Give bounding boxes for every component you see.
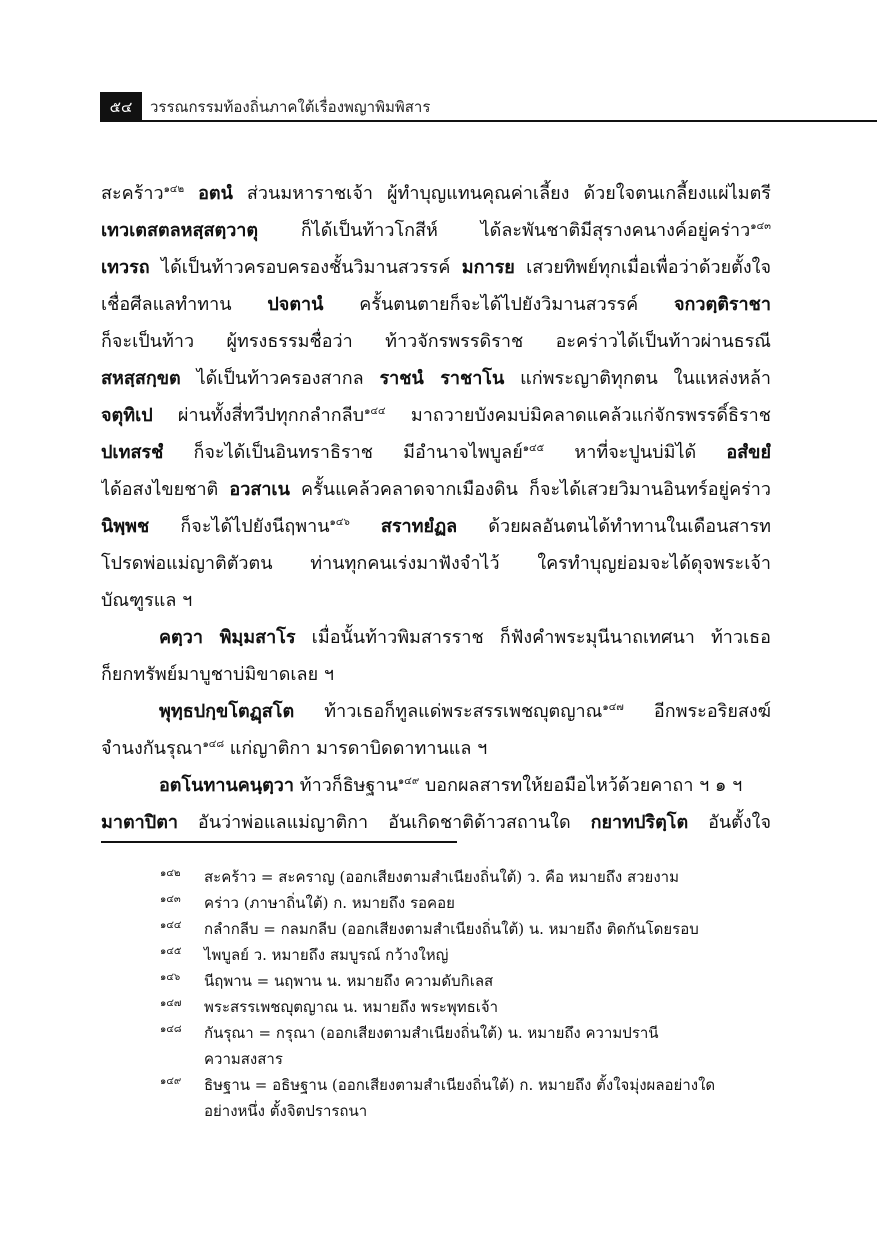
body-line-18 <box>101 804 771 841</box>
footnote-text: ไพบูลย์ ว. หมายถึง สมบูรณ์ กว้างใหญ่ <box>204 946 449 964</box>
footnote-marker: ๑๔๖ <box>160 972 181 983</box>
footnote-ref[interactable]: ๑๔๒ <box>163 184 185 195</box>
page-number: ๕๔ <box>100 92 142 122</box>
footnote-text: พระสรรเพชญุตญาณ น. หมายถึง พระพุทธเจ้า <box>204 998 499 1016</box>
body-line-15 <box>101 693 771 730</box>
pali-term: มาตาปิตา <box>101 812 178 833</box>
pali-term: นิพฺพช <box>101 516 150 537</box>
text-segment: ครั้นแคล้วคลาดจากเมืองดิน ก็จะได้เสวยวิมานอินทร์อยู่คร่าว <box>289 479 771 500</box>
body-line-14 <box>101 656 771 693</box>
text-segment: บัณฑูรแล ฯ <box>101 590 193 611</box>
body-line-7 <box>101 397 771 434</box>
footnote-marker: ๑๔๓ <box>160 894 181 905</box>
footnote-marker: ๑๔๘ <box>160 1024 182 1035</box>
footnote-text: กลำกลีบ = กลมกลีบ (ออกเสียงตามสำเนียงถิ่นใต้) น. หมายถึง ติดกันโดยรอบ <box>204 920 699 938</box>
pali-term: เทวเตสตลหสฺสตฺวาตุ <box>101 220 259 241</box>
pali-term: จกวตฺติราชา <box>673 294 771 315</box>
footnote-ref[interactable]: ๑๔๓ <box>750 221 771 232</box>
text-segment: ครั้นตนตายก็จะได้ไปยังวิมานสวรรค์ <box>323 294 674 315</box>
text-segment <box>184 183 198 204</box>
footnote-text: คร่าว (ภาษาถิ่นใต้) ก. หมายถึง รอคอย <box>204 894 455 912</box>
footnote-ref[interactable]: ๑๔๖ <box>329 517 350 528</box>
body-line-11 <box>101 545 771 582</box>
pali-term: กยาทปริตฺโต <box>590 812 689 833</box>
body-line-1 <box>101 175 771 212</box>
pali-term: เทวรถ <box>101 257 150 278</box>
footnote <box>160 942 770 968</box>
text-segment: ท้าวเธอก็ทูลแด่พระสรรเพชญุตญาณ <box>294 701 603 722</box>
text-segment: ก็จะได้ไปยังนีฤพาน <box>149 516 330 537</box>
body-line-2 <box>101 212 771 249</box>
text-segment: ได้เป็นท้าวครอบครองชั้นวิมานสวรรค์ <box>149 257 462 278</box>
footnote-ref[interactable]: ๑๔๙ <box>397 776 420 787</box>
text-segment: ได้อสงไขยชาติ <box>101 479 230 500</box>
footnote-ref[interactable]: ๑๔๕ <box>522 443 545 454</box>
running-title: วรรณกรรมท้องถิ่นภาคใต้เรื่องพญาพิมพิสาร <box>150 98 431 116</box>
pali-term: ปเทสรชํ <box>101 442 164 463</box>
footnote-marker: ๑๔๕ <box>160 946 182 957</box>
footnote-text-cont: ความสงสาร <box>204 1050 283 1068</box>
text-segment: โปรดพ่อแม่ญาติตัวตน ท่านทุกคนเร่งมาฟังจำไว้ ใครทำบุญย่อมจะได้ดุจพระเจ้า <box>101 553 771 574</box>
body-line-17 <box>101 767 771 804</box>
footnote-text: กันรุณา = กรุณา (ออกเสียงตามสำเนียงถิ่นใต้) น. หมายถึง ความปรานี <box>204 1024 659 1042</box>
text-segment: อันตั้งใจ <box>688 812 771 833</box>
text-segment: สะคร้าว <box>101 183 164 204</box>
footnote-marker: ๑๔๙ <box>160 1076 182 1087</box>
text-segment: แก่พระญาติทุกตน ในแหล่งหล้า <box>504 368 771 389</box>
text-segment: มาถวายบังคมบ่มิคลาดแคล้วแก่จักรพรรดิ์ธิราช <box>385 405 771 426</box>
pali-term: ราชนํ ราชาโน <box>379 368 505 389</box>
text-segment: ผ่านทั้งสี่ทวีปทุกกลำกลีบ <box>152 405 365 426</box>
text-segment: ก็จะเป็นท้าว ผู้ทรงธรรมชื่อว่า ท้าวจักรพรรดิราช อะคร่าวได้เป็นท้าวผ่านธรณี <box>101 331 771 352</box>
pali-term: อสํขยํ <box>726 442 771 463</box>
footnotes <box>160 864 770 1124</box>
text-segment: หาที่จะปูนบ่มิได้ <box>544 442 727 463</box>
text-segment: เมื่อนั้นท้าวพิมสารราช ก็ฟังคำพระมุนีนาถเทศนา ท้าวเธอ <box>295 627 771 648</box>
footnote-ref[interactable]: ๑๔๘ <box>202 739 225 750</box>
pali-term: จตุทิเป <box>101 405 153 426</box>
pali-term: สราทยํฏล <box>380 516 458 537</box>
text-segment: ส่วนมหาราชเจ้า ผู้ทำบุญแทนคุณค่าเลี้ยง ด้วยใจตนเกลี้ยงแผ่ไมตรี <box>232 183 771 204</box>
pali-term: อวสาเน <box>229 479 290 500</box>
footnote-text-cont: อย่างหนึ่ง ตั้งจิตปรารถนา <box>204 1102 368 1120</box>
footnote-ref[interactable]: ๑๔๔ <box>364 406 386 417</box>
body-line-6 <box>101 360 771 397</box>
text-segment: อีกพระอริยสงฆ์ <box>623 701 771 722</box>
text-segment: ได้เป็นท้าวครองสากล <box>180 368 380 389</box>
footnote-ref[interactable]: ๑๔๗ <box>602 702 624 713</box>
text-segment: แก่ญาติกา มารดาบิดดาทานแล ฯ <box>224 738 488 759</box>
pali-term: ปจตานํ <box>267 294 324 315</box>
footnote <box>160 916 770 942</box>
body-line-9 <box>101 471 771 508</box>
pali-term: มการย <box>461 257 515 278</box>
pali-term: พุทฺธปกฺขโตฏฺสโต <box>159 701 295 722</box>
pali-term: อตนํ <box>198 183 233 204</box>
footnote <box>160 968 770 994</box>
text-segment: เชื่อศีลแลทำทาน <box>101 294 268 315</box>
text-segment: ก็จะได้เป็นอินทราธิราช มีอำนาจไพบูลย์ <box>163 442 523 463</box>
text-segment: จำนงกันรุณา <box>101 738 203 759</box>
body-line-16 <box>101 730 771 767</box>
footnote-marker: ๑๔๔ <box>160 920 182 931</box>
footnote-text: ธิษฐาน = อธิษฐาน (ออกเสียงตามสำเนียงถิ่นใต้) ก. หมายถึง ตั้งใจมุ่งผลอย่างใด <box>204 1076 716 1094</box>
footnote-text: สะคร้าว = สะคราญ (ออกเสียงตามสำเนียงถิ่นใต้) ว. คือ หมายถึง สวยงาม <box>204 868 679 886</box>
pali-term: สหสฺสกฺขต <box>101 368 181 389</box>
header-rule <box>142 120 877 122</box>
footnote <box>160 890 770 916</box>
text-segment: ท้าวก็ธิษฐาน <box>294 775 398 796</box>
body-line-4 <box>101 286 771 323</box>
page-header <box>100 92 877 122</box>
footnote <box>160 864 770 890</box>
text-segment: อันว่าพ่อแลแม่ญาติกา อันเกิดชาติด้าวสถานใด <box>178 812 591 833</box>
pali-term: คตฺวา พิมฺมสาโร <box>159 627 296 648</box>
footnote <box>160 1072 770 1124</box>
text-segment: บอกผลสารทให้ยอมือไหว้ด้วยคาถา ฯ ๑ ฯ <box>419 775 743 796</box>
pali-term: อตโนทานคนฺตฺวา <box>159 775 294 796</box>
body-line-8 <box>101 434 771 471</box>
body-line-10 <box>101 508 771 545</box>
body-line-3 <box>101 249 771 286</box>
body-text <box>101 175 771 841</box>
footnote <box>160 994 770 1020</box>
body-line-5 <box>101 323 771 360</box>
text-segment: ก็ยกทรัพย์มาบูชาบ่มิขาดเลย ฯ <box>101 664 334 685</box>
body-line-13 <box>101 619 771 656</box>
footnote-text: นีฤพาน = นฤพาน น. หมายถึง ความดับกิเลส <box>204 972 494 990</box>
footnote-marker: ๑๔๗ <box>160 998 182 1009</box>
text-segment: ก็ได้เป็นท้าวโกสีห์ ได้ละพันชาติมีสุรางคนางค์อยู่คร่าว <box>258 220 751 241</box>
text-segment <box>350 516 381 537</box>
body-line-12 <box>101 582 771 619</box>
footnote-marker: ๑๔๒ <box>160 868 181 879</box>
footnote-separator <box>101 841 457 843</box>
footnote <box>160 1020 770 1072</box>
text-segment: เสวยทิพย์ทุกเมื่อเพื่อว่าด้วยตั้งใจ <box>514 257 771 278</box>
text-segment: ด้วยผลอันตนได้ทำทานในเดือนสารท <box>457 516 771 537</box>
